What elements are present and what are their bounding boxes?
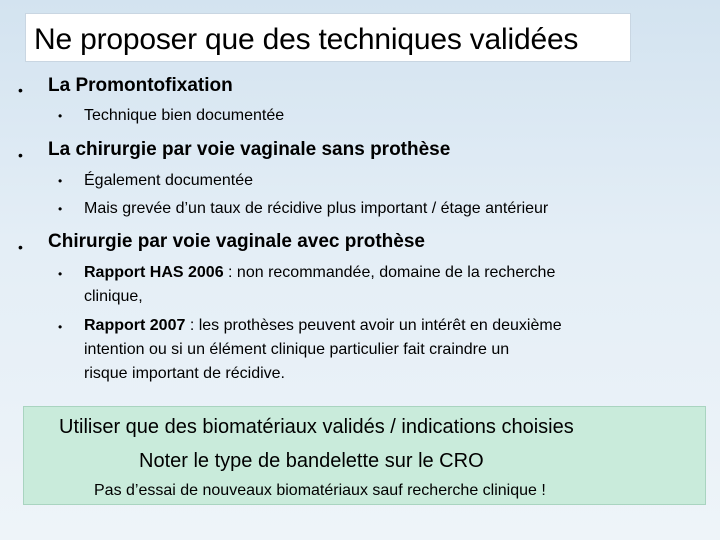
bullet-icon: • (18, 239, 23, 255)
item-3-sub-1-cont: clinique, (84, 288, 143, 305)
item-3-sub-2 (84, 315, 562, 337)
item-1-label: La Promontofixation (48, 75, 233, 96)
callout-line-2: Noter le type de bandelette sur le CRO (139, 450, 484, 472)
bullet-icon: • (18, 82, 23, 98)
slide-title: Ne proposer que des techniques validées (34, 23, 579, 56)
bullet-icon: • (58, 109, 63, 123)
bullet-icon: • (18, 147, 23, 163)
callout-line-3: Pas d’essai de nouveaux biomatériaux sauf recherche clinique ! (94, 482, 546, 499)
item-3-sub-2-text: : les prothèses peuvent avoir un intérêt en deuxième (185, 317, 562, 334)
bullet-icon: • (58, 174, 63, 188)
callout-box (23, 406, 706, 505)
callout-line-1: Utiliser que des biomatériaux validés / indications choisies (59, 416, 574, 438)
item-3-sub-2-bold: Rapport 2007 (84, 317, 186, 334)
item-1-sub-1: Technique bien documentée (84, 107, 285, 124)
item-3-label: Chirurgie par voie vaginale avec prothèse (48, 231, 425, 252)
bullet-icon: • (58, 202, 63, 216)
item-3-sub-1-bold: Rapport HAS 2006 (84, 264, 224, 281)
item-3-sub-2-cont2: risque important de récidive. (84, 365, 285, 382)
bullet-icon: • (58, 320, 63, 334)
item-2-sub-2: Mais grevée d’un taux de récidive plus important / étage antérieur (84, 200, 549, 217)
item-2-label: La chirurgie par voie vaginale sans prothèse (48, 139, 451, 160)
item-3-sub-2-cont: intention ou si un élément clinique particulier fait craindre un (84, 341, 510, 358)
bullet-icon: • (58, 267, 63, 281)
item-2-sub-1: Également documentée (84, 172, 253, 189)
title-box (25, 13, 631, 62)
item-3-sub-1 (84, 262, 555, 284)
item-3-sub-1-text: : non recommandée, domaine de la recherche (223, 264, 556, 281)
